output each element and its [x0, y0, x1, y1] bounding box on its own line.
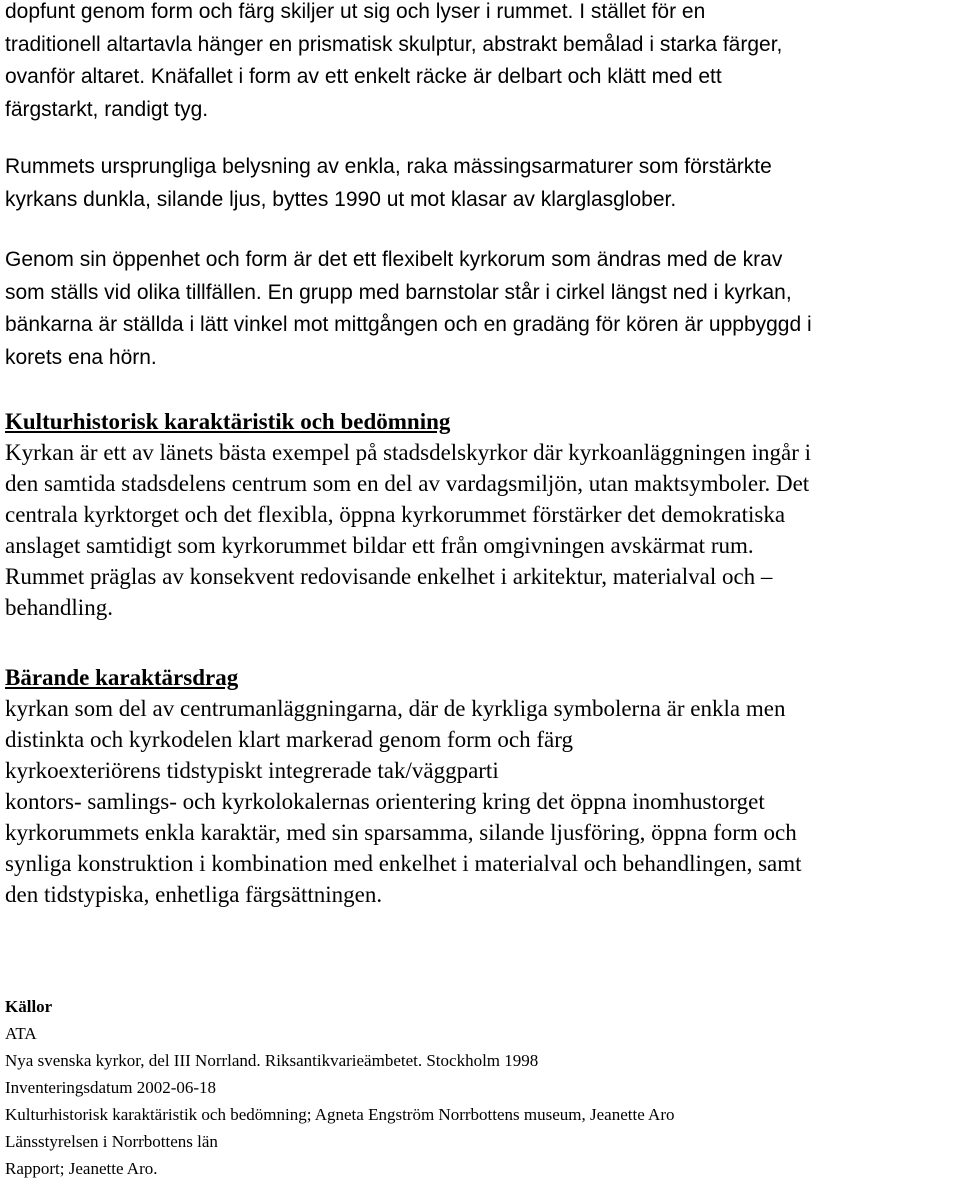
text-line: som ställs vid olika tillfällen. En grupp med barnstolar står i cirkel längst ned i kyrkan,: [5, 280, 792, 304]
list-item: kontors- samlings- och kyrkolokalernas orientering kring det öppna inomhustorget: [5, 789, 765, 814]
text-line: färgstarkt, randigt tyg.: [5, 97, 209, 121]
text-line: behandling.: [5, 595, 113, 620]
source-item: Kulturhistorisk karaktäristik och bedömning; Agneta Engström Norrbottens museum, Jeanette Aro: [5, 1105, 675, 1124]
lighting-paragraph: [5, 151, 772, 216]
text-line: kyrkans dunkla, silande ljus, byttes 1990 ut mot klasar av klarglasglober.: [5, 187, 677, 211]
list-item: kyrkorummets enkla karaktär, med sin sparsamma, silande ljusföring, öppna form och: [5, 820, 797, 845]
features-section: [5, 662, 802, 910]
features-heading: Bärande karaktärsdrag: [5, 665, 239, 690]
text-line: Rummet präglas av konsekvent redovisande enkelhet i arkitektur, materialval och –: [5, 564, 773, 589]
source-item: Inventeringsdatum 2002-06-18: [5, 1078, 217, 1097]
text-line: traditionell altartavla hänger en prismatisk skulptur, abstrakt bemålad i starka färger,: [5, 32, 783, 56]
sources-section: [5, 993, 675, 1182]
source-item: Nya svenska kyrkor, del III Norrland. Riksantikvarieämbetet. Stockholm 1998: [5, 1051, 539, 1070]
text-line: centrala kyrktorget och det flexibla, öppna kyrkorummet förstärker det demokratiska: [5, 502, 786, 527]
text-line: anslaget samtidigt som kyrkorummet bildar ett från omgivningen avskärmat rum.: [5, 533, 754, 558]
intro-paragraph: [5, 0, 782, 126]
list-item: synliga konstruktion i kombination med enkelhet i materialval och behandlingen, samt: [5, 851, 802, 876]
assessment-heading: Kulturhistorisk karaktäristik och bedömning: [5, 409, 451, 434]
openness-paragraph: [5, 244, 812, 374]
text-line: Genom sin öppenhet och form är det ett flexibelt kyrkorum som ändras med de krav: [5, 248, 783, 271]
list-item: kyrkan som del av centrumanläggningarna, där de kyrkliga symbolerna är enkla men: [5, 696, 786, 721]
list-item: distinkta och kyrkodelen klart markerad genom form och färg: [5, 727, 574, 752]
text-line: ovanför altaret. Knäfallet i form av ett enkelt räcke är delbart och klätt med ett: [5, 65, 722, 88]
text-line: bänkarna är ställda i lätt vinkel mot mittgången och en gradäng för kören är uppbyggd i: [5, 313, 812, 336]
text-line: Kyrkan är ett av länets bästa exempel på stadsdelskyrkor där kyrkoanläggningen ingår i: [5, 440, 812, 465]
list-item: den tidstypiska, enhetliga färgsättningen.: [5, 882, 383, 907]
text-line: korets ena hörn.: [5, 345, 157, 369]
list-item: kyrkoexteriörens tidstypiskt integrerade tak/väggparti: [5, 758, 499, 783]
source-item: Rapport; Jeanette Aro.: [5, 1159, 158, 1178]
source-item: Länsstyrelsen i Norrbottens län: [5, 1132, 218, 1151]
text-line: den samtida stadsdelens centrum som en del av vardagsmiljön, utan maktsymboler. Det: [5, 471, 810, 496]
sources-heading: Källor: [5, 997, 53, 1016]
source-item: ATA: [5, 1024, 37, 1043]
text-line: Rummets ursprungliga belysning av enkla, raka mässingsarmaturer som förstärkte: [5, 155, 772, 178]
text-line: dopfunt genom form och färg skiljer ut sig och lyser i rummet. I stället för en: [5, 0, 706, 23]
assessment-section: [5, 406, 811, 623]
